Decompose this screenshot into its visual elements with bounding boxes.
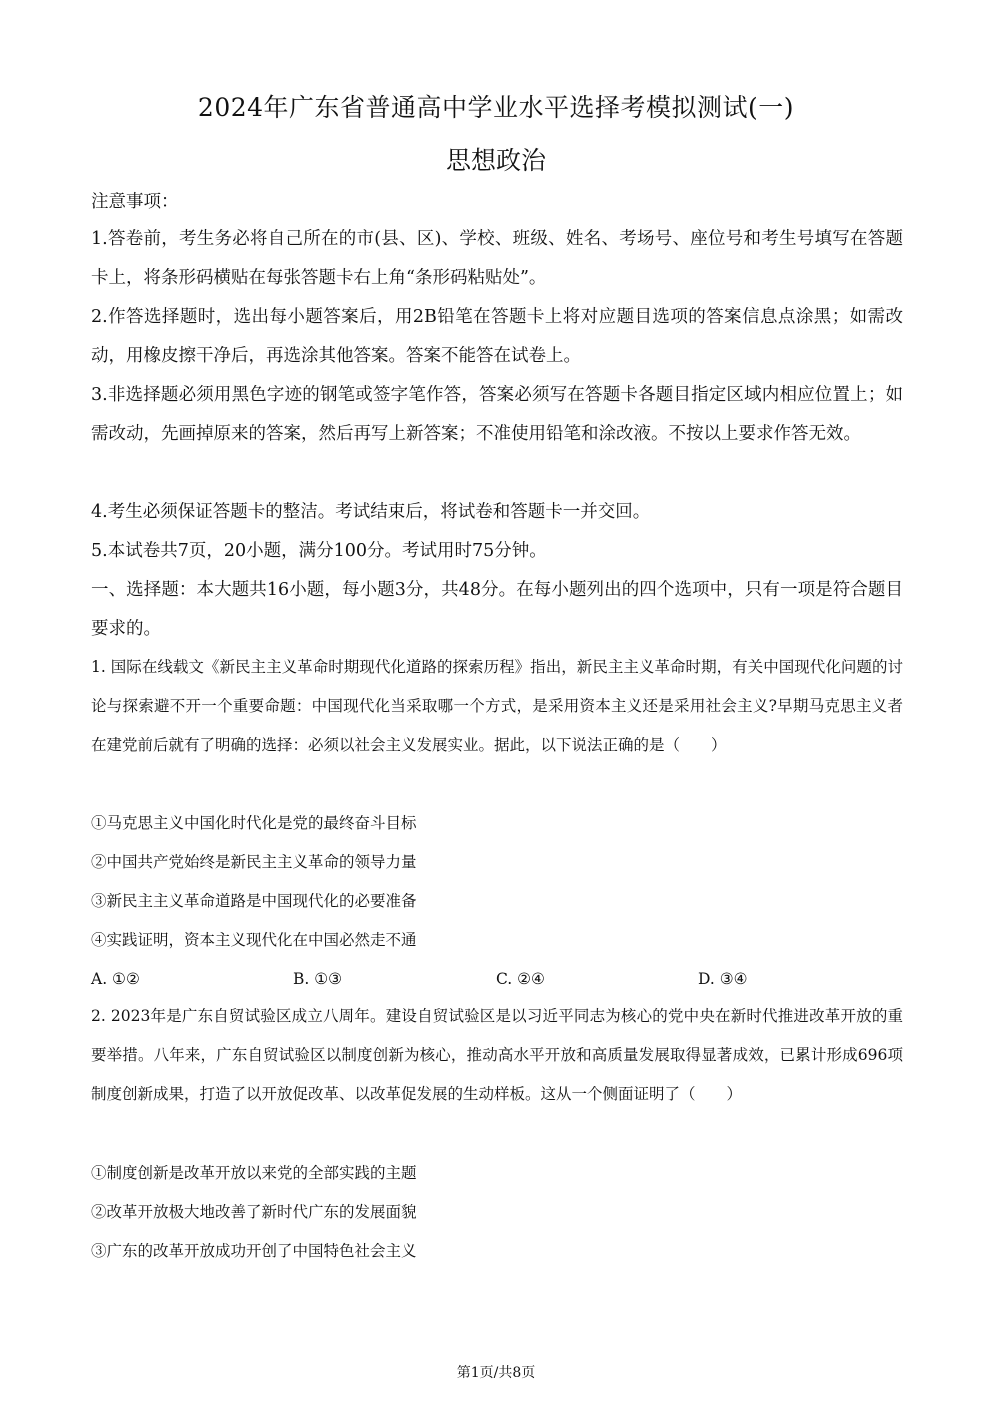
question-1-choices (91, 960, 903, 999)
notice-item-4: 4.考生必须保证答题卡的整洁。考试结束后，将试卷和答题卡一并交回。 (91, 502, 651, 522)
notice-item-3: 3.非选择题必须用黑色字迹的钢笔或签字笔作答，答案必须写在答题卡各题目指定区域内相应位置上；如需改动，先画掉原来的答案，然后再写上新答案；不准使用铅笔和涂改液。不按以上要求作答无效。 (91, 385, 903, 444)
question-1-option-1: ①马克思主义中国化时代化是党的最终奋斗目标 (91, 814, 417, 832)
notice-item-2: 2.作答选择题时，选出每小题答案后，用2B铅笔在答题卡上将对应题目选项的答案信息点涂黑；如需改动，用橡皮擦干净后，再选涂其他答案。答案不能答在试卷上。 (91, 307, 903, 366)
exam-title: 2024年广东省普通高中学业水平选择考模拟测试(一) (197, 93, 795, 122)
question-2-option-1: ①制度创新是改革开放以来党的全部实践的主题 (91, 1164, 417, 1182)
page-number: 第1页/共8页 (456, 1365, 536, 1381)
section-heading: 一、选择题：本大题共16小题，每小题3分，共48分。在每小题列出的四个选项中，只有一项是符合题目要求的。 (91, 580, 903, 639)
notice-item-1: 1.答卷前，考生务必将自己所在的市(县、区)、学校、班级、姓名、考场号、座位号和考生号填写在答题卡上，将条形码横贴在每张答题卡右上角“条形码粘贴处”。 (91, 229, 903, 288)
question-1-stem: 1. 国际在线载文《新民主主义革命时期现代化道路的探索历程》指出，新民主主义革命时期，有关中国现代化问题的讨论与探索避不开一个重要命题：中国现代化当采取哪一个方式，是采用资本主义还是采用社会主义?早期马克思主义者在建党前后就有了明确的选择：必须以社会主义发展实业。据此，以下说法正确的是（ ） (91, 658, 903, 754)
choice-c: C. ②④ (496, 970, 545, 988)
question-2-stem: 2. 2023年是广东自贸试验区成立八周年。建设自贸试验区是以习近平同志为核心的党中央在新时代推进改革开放的重要举措。八年来，广东自贸试验区以制度创新为核心，推动高水平开放和高质量发展取得显著成效，已累计形成696项制度创新成果，打造了以开放促改革、以改革促发展的生动样板。这从一个侧面证明了（ ） (91, 1007, 903, 1103)
choice-b: B. ①③ (293, 970, 343, 988)
question-2-option-3: ③广东的改革开放成功开创了中国特色社会主义 (91, 1242, 417, 1260)
notice-heading: 注意事项： (91, 192, 179, 212)
question-1-option-3: ③新民主主义革命道路是中国现代化的必要准备 (91, 892, 417, 910)
choice-a: A. ①② (91, 970, 140, 988)
choice-d: D. ③④ (698, 970, 748, 988)
question-2-option-2: ②改革开放极大地改善了新时代广东的发展面貌 (91, 1203, 417, 1221)
question-1-option-2: ②中国共产党始终是新民主主义革命的领导力量 (91, 853, 417, 871)
notice-item-5: 5.本试卷共7页，20小题，满分100分。考试用时75分钟。 (91, 541, 547, 561)
subject-title: 思想政治 (445, 146, 546, 175)
question-1-option-4: ④实践证明，资本主义现代化在中国必然走不通 (91, 931, 417, 949)
